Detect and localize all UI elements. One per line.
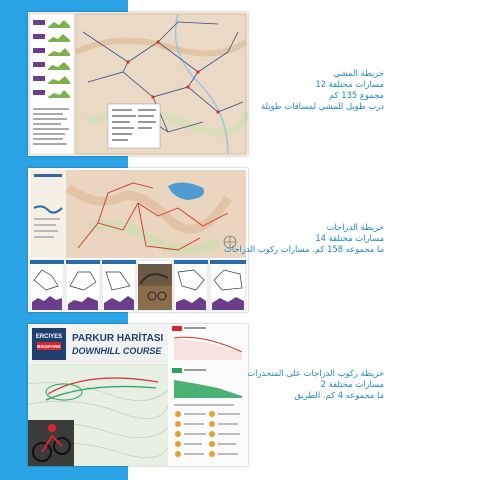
caption-line: مجموع 135 كم [329, 90, 384, 100]
downhill-map-caption [194, 368, 384, 401]
caption-line: مسارات مختلفة 12 [315, 79, 384, 89]
walking-map-caption [194, 68, 384, 112]
caption-line: ما مجموعه 158 كم. مسارات ركوب الدراجات [223, 244, 384, 254]
caption-title: خريطة المشي [333, 68, 384, 78]
caption-title: خريطة ركوب الدراجات على المنحدرات [247, 368, 384, 378]
caption-title: خريطة الدراجات [326, 222, 384, 232]
logo-erciyes: ERCIYES [35, 334, 63, 340]
map-subheading: DOWNHILL COURSE [72, 346, 162, 356]
caption-line: مسارات مختلفة 2 [320, 379, 384, 389]
bicycle-map-caption [194, 222, 384, 255]
logo-bikepark: BIKEPARK [37, 344, 61, 349]
caption-line: مسارات مختلفة 14 [315, 233, 384, 243]
map-heading: PARKUR HARİTASI [72, 333, 164, 344]
caption-line: درب طويل للمشي لمسافات طويلة [260, 101, 384, 111]
caption-line: ما مجموعه 4 كم. الطريق [294, 390, 384, 400]
